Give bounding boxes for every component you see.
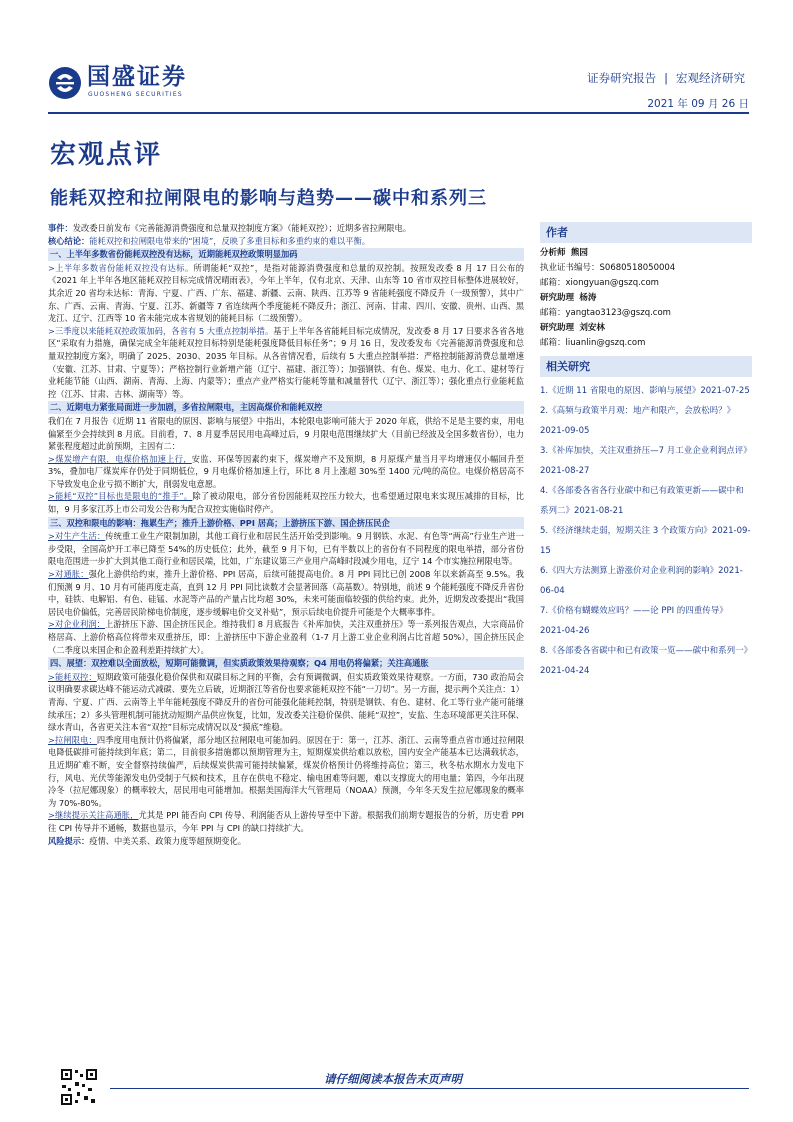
s2-p3-text: 除了被动限电，部分省份因能耗双控压力较大，也希望通过限电来实现压减排的目标，比如，9 月多家江苏上市公司发公告称为配合双控实施临时停产。 — [48, 491, 524, 515]
related-research-heading: 相关研究 — [540, 356, 752, 377]
assistant-2-email-line — [540, 337, 752, 350]
related-item[interactable]: 8.《各部委各省碳中和已有政策一览——碳中和系列一》2021-04-24 — [540, 646, 748, 676]
s2-paragraph-3 — [48, 490, 524, 515]
brand-logo-mark — [48, 66, 82, 100]
analyst-email-line — [540, 277, 752, 290]
s3-p1-lead: >对生产生活： — [48, 531, 106, 542]
s4-paragraph-2 — [48, 734, 524, 810]
s1-p2-text: 基于上半年各省能耗目标完成情况，发改委 8 月 17 日要求各省各地区“采取有力措施，确保完成全年能耗双控目标特别是能耗强度降低目标任务”；9 月 16 日，发改委发布《完善能源消费强度和总量双控制度方案》，明确了 2025、2030、2035 年目标。从各省情况看，后续有 5 大重点控制举措：严格控制能源消费总量增速（安徽、江苏、甘肃、宁夏等）；严格控制行业新增产能（辽宁、福建、浙江等）；加强钢铁、有色、煤炭、电力、化工、建材等行业耗能节能（山西、湖南、青海、上海、内蒙等）；重点产业严格实行能耗等量和减量替代（辽宁、浙江等）；强化重点行业能耗监控（江苏、甘肃、吉林、湖南等）等。 — [48, 325, 524, 399]
assistant-2-name: 刘安林 — [579, 323, 605, 333]
s4-p1-text: 短期政策可能强化稳价保供和双碳目标之间的平衡，会有预调微调，但实质政策效果待观察。一方面，730 政治局会议明确要求碳达峰不能运动式减碳、要先立后破，近期浙江等省份也要求能耗双控不能“一刀切”。另一方面，提示两个关注点：1）青海、宁夏、广西、云南等上半年能耗强度不降反升的省份可能强化能耗控制，特别是钢铁、有色、建材、化工等行业产能可能继续承压；2）多头管理机制可能扰动短期产品供应恢复，比如，发改委关注稳价保供、能耗“双控”，安监、生态环境部更关注环保、绿水青山，各省更关注本省“双控”目标完成情况以及“摸底”维稳。 — [48, 671, 524, 733]
core-conclusion — [48, 235, 524, 248]
s4-paragraph-3 — [48, 809, 524, 834]
s3-paragraph-2 — [48, 568, 524, 618]
report-body — [48, 222, 524, 847]
assistant-1-line — [540, 292, 752, 305]
report-category: 宏观经济研究 — [676, 71, 745, 85]
assistant-1-email-line — [540, 307, 752, 320]
sidebar — [540, 222, 752, 681]
qr-code — [60, 1068, 98, 1106]
analyst-line — [540, 247, 752, 260]
license-number: S0680518050004 — [599, 263, 676, 273]
section-2-heading: 二、近期电力紧张局面进一步加剧，多省拉闸限电，主因高煤价和能耗双控 — [48, 401, 524, 414]
brand-name-en: GUOSHENG SECURITIES — [88, 91, 183, 98]
s1-p2-lead: >三季度以来能耗双控政策加码，各省有 5 大重点控制举措。 — [48, 325, 274, 336]
license-line — [540, 262, 752, 275]
related-item[interactable]: 6.《四大方法测算上游涨价对企业利润的影响》2021-06-04 — [540, 566, 743, 596]
s3-p3-text: 上游挤压下游、国企挤压民企。维持我们 8 月底报告《补库加快，关注双重挤压》等一系列报告观点，大宗商品价格居高、上游价格高位将带来双重挤压，即：上游挤压中下游企业盈利（1-7 月上游工业企业利润占比首超 50%），国企挤压民企（二季度以来国企和企盈利差距持续扩大）。 — [48, 619, 524, 655]
section-title: 宏观点评 — [50, 140, 163, 170]
email-label: 邮箱： — [540, 308, 566, 318]
email-label: 邮箱： — [540, 278, 566, 288]
section-4-heading: 四、展望：双控难以全面放松，短期可能微调，但实质政策效果待观察；Q4 用电仍将偏紧；关注高通胀 — [48, 657, 524, 670]
header-separator: | — [664, 71, 668, 85]
analyst-role: 分析师 — [540, 248, 566, 258]
related-item[interactable]: 4.《各部委各省各行业碳中和已有政策更新——碳中和系列二》2021-08-21 — [540, 486, 744, 516]
s4-p3-lead: >继续提示关注高通胀， — [48, 810, 139, 821]
analyst-name: 熊园 — [570, 248, 588, 258]
event-text: 发改委日前发布《完善能源消费强度和总量双控制度方案》（能耗双控）；近期多省拉闸限电。 — [72, 223, 411, 233]
s3-p2-text: 强化上游供给约束，推升上游价格、PPI 居高，后续可能提高电价。8 月 PPI 同比已创 2008 年以来新高至 9.5%。我们预测 9 月、10 月有可能再度走高，直到 12 月 PPI 同比读数才会显著回落（高基数）。特别地，前述 9 个能耗强度不降反升省份中，硅铁、电解铝、有色、硅锰、水泥等产品的产量占比均超 30%，未来可能面临较强的供给约束。此外，近期发改委提出“我国居民电价偏低，完善居民阶梯电价制度，逐步缓解电价交叉补贴”，预示后续电价提升可能是个大概率事件。 — [48, 569, 524, 617]
core-label: 核心结论： — [48, 235, 90, 246]
assistant-1-name: 杨涛 — [579, 293, 597, 303]
s2-paragraph-2 — [48, 453, 524, 491]
disclaimer-notice: 请仔细阅读本报告末页声明 — [324, 1072, 462, 1086]
analyst-email[interactable]: xiongyuan@gszq.com — [565, 278, 659, 288]
related-item[interactable]: 2.《高频与政策半月观：地产和限产，会放松吗？》2021-09-05 — [540, 406, 736, 436]
email-label: 邮箱： — [540, 338, 566, 348]
s4-p3-text: 尤其是 PPI 能否向 CPI 传导、利润能否从上游传导至中下游。根据我们前期专题报告的分析，历史看 PPI 往 CPI 传导并不通畅，数据也显示，今年 PPI 与 CPI 的缺口持续扩大。 — [48, 810, 524, 833]
event-paragraph — [48, 222, 524, 235]
s2-p2-lead: >煤炭增产有限，电煤价格加速上行， — [48, 453, 192, 464]
s2-p2-text: 安监、环保等因素约束下，煤炭增产不及预期，8 月原煤产量当月平均增速仅小幅回升至 3%，叠加电厂煤炭库存仍处于同期低位，9 月电煤价格加速上行，环比 8 月上涨超 30%至 1400 元/吨的高位。电煤价格居高不下导致发电企业亏损不断扩大，削弱发电意愿。 — [48, 453, 525, 489]
report-category-line — [583, 70, 749, 86]
s4-p2-lead: >拉闸限电： — [48, 734, 97, 745]
s3-p1-text: 传统重工业生产限制加剧，其他工商行业和居民生活开始受到影响。9 月钢铁、水泥、有色等“两高”行业生产进一步受限，全国高炉开工率已降至 54%的历史低位；此外，截至 9 月下旬，已有半数以上的省份有不同程度的限电举措，部分省份限电范围进一步扩大到其他工商行业和居民端，比如，广东建议第三产业用户高峰时段减少用电，辽宁 14 个市实施拉闸限电等。 — [48, 531, 524, 567]
risk-label: 风险提示： — [48, 835, 90, 846]
s3-paragraph-1 — [48, 530, 524, 568]
s2-paragraph-1: 我们在 7 月报告《近期 11 省限电的原因、影响与展望》中指出，本轮限电影响可能大于 2020 年底，供给不足是主要约束，用电偏紧至少会持续到 8 月底。目前看，7、8 月夏季居民用电高峰过后，9 月限电范围继续扩大（目前已经波及全国多数省份），电力紧张程度超过此前预期，主因有二： — [48, 415, 524, 452]
license-label: 执业证书编号： — [540, 263, 600, 273]
event-label: 事件： — [48, 223, 73, 233]
core-text: 能耗双控和拉闸限电带来的“困境”，反映了多重目标和多重约束的难以平衡。 — [89, 235, 371, 246]
related-research-list — [540, 381, 752, 681]
s4-p1-lead: >能耗双控： — [48, 671, 97, 682]
assistant-1-email[interactable]: yangtao3123@gszq.com — [565, 308, 671, 318]
s3-paragraph-3 — [48, 618, 524, 656]
related-item[interactable]: 5.《经济继续走弱，短期关注 3 个政策方向》2021-09-15 — [540, 526, 751, 556]
assistant-1-role: 研究助理 — [540, 293, 575, 303]
related-item[interactable]: 3.《补库加快，关注双重挤压—7 月工业企业利润点评》2021-08-27 — [540, 446, 752, 476]
report-type: 证券研究报告 — [587, 71, 657, 85]
s1-p1-text: 所谓能耗“双控”，是指对能源消费强度和总量的双控制。按照发改委 8 月 17 日公布的《2021 年上半年各地区能耗双控目标完成情况晴雨表》，今年上半年，仅有北京、天津、山东等 10 省市双控目标整体进展较好，其余近 20 省均未达标：青海、宁夏、广西、广东、福建、新疆、云南、陕西、江苏等 9 省能耗强度不降反升（一级预警），其中广东、广西、云南、青海、宁夏、江苏、新疆等 7 省连续两个季度能耗不降反升；浙江、河南、甘肃、四川、安徽、贵州、山西、黑龙江、辽宁、江西等 10 省未能完成本省规划的能耗目标（二级预警）。 — [48, 262, 524, 324]
brand-name-cn: 国盛证券 — [87, 64, 187, 90]
s4-p2-text: 四季度用电预计仍将偏紧，部分地区拉闸限电可能加码。原因在于：第一，江苏、浙江、云南等重点省市通过拉闸限电降低碳排可能持续到年底；第二，目前很多措施都以预期管理为主，短期煤炭供给难以放松，国内安全产能基本已达满载状态，且近期矿难不断，安全督察持续偏严，后续煤炭供需可能持续偏紧，煤炭价格预计仍将维持高位；第三，秋冬枯水期水力发电下行，风电、光伏等能源发电仍受制于气候和技术，且存在供电不稳定、输电困难等问题，难以支撑庞大的用电量；第四，今年出现冷冬（拉尼娜现象）的概率较大，居民用电可能增加。根据美国海洋大气管理局（NOAA）预测，今年冬天发生拉尼娜现象的概率为 70%-80%。 — [48, 734, 524, 808]
assistant-2-email[interactable]: liuanlin@gszq.com — [565, 338, 646, 348]
report-date: 2021 年 09 月 26 日 — [647, 98, 749, 110]
related-item[interactable]: 7.《价格有蝴蝶效应吗？——论 PPI 的四重传导》2021-04-26 — [540, 606, 728, 636]
risk-text: 疫情、中美关系、政策力度等超预期变化。 — [89, 835, 246, 846]
report-title: 能耗双控和拉闸限电的影响与趋势——碳中和系列三 — [50, 188, 487, 209]
related-item[interactable]: 1.《近期 11 省限电的原因、影响与展望》2021-07-25 — [540, 386, 750, 396]
s2-p3-lead: >能耗“双控”目标也是限电的“推手”。 — [48, 491, 193, 502]
s1-p1-lead: >上半年多数省份能耗双控没有达标。 — [48, 262, 194, 273]
assistant-2-line — [540, 322, 752, 335]
footer-divider — [110, 1088, 749, 1089]
s1-paragraph-2 — [48, 325, 524, 401]
s1-paragraph-1 — [48, 262, 524, 325]
s3-p3-lead: >对企业利润： — [48, 619, 106, 630]
risk-paragraph — [48, 835, 524, 848]
s4-paragraph-1 — [48, 671, 524, 734]
assistant-2-role: 研究助理 — [540, 323, 575, 333]
authors-heading: 作者 — [540, 222, 752, 243]
section-1-heading: 一、上半年多数省份能耗双控没有达标，近期能耗双控政策明显加码 — [48, 248, 524, 261]
section-3-heading: 三、双控和限电的影响：拖累生产；推升上游价格、PPI 居高；上游挤压下游、国企挤压民企 — [48, 517, 524, 530]
header-divider — [48, 112, 749, 114]
s3-p2-lead: >对通胀： — [48, 569, 89, 580]
